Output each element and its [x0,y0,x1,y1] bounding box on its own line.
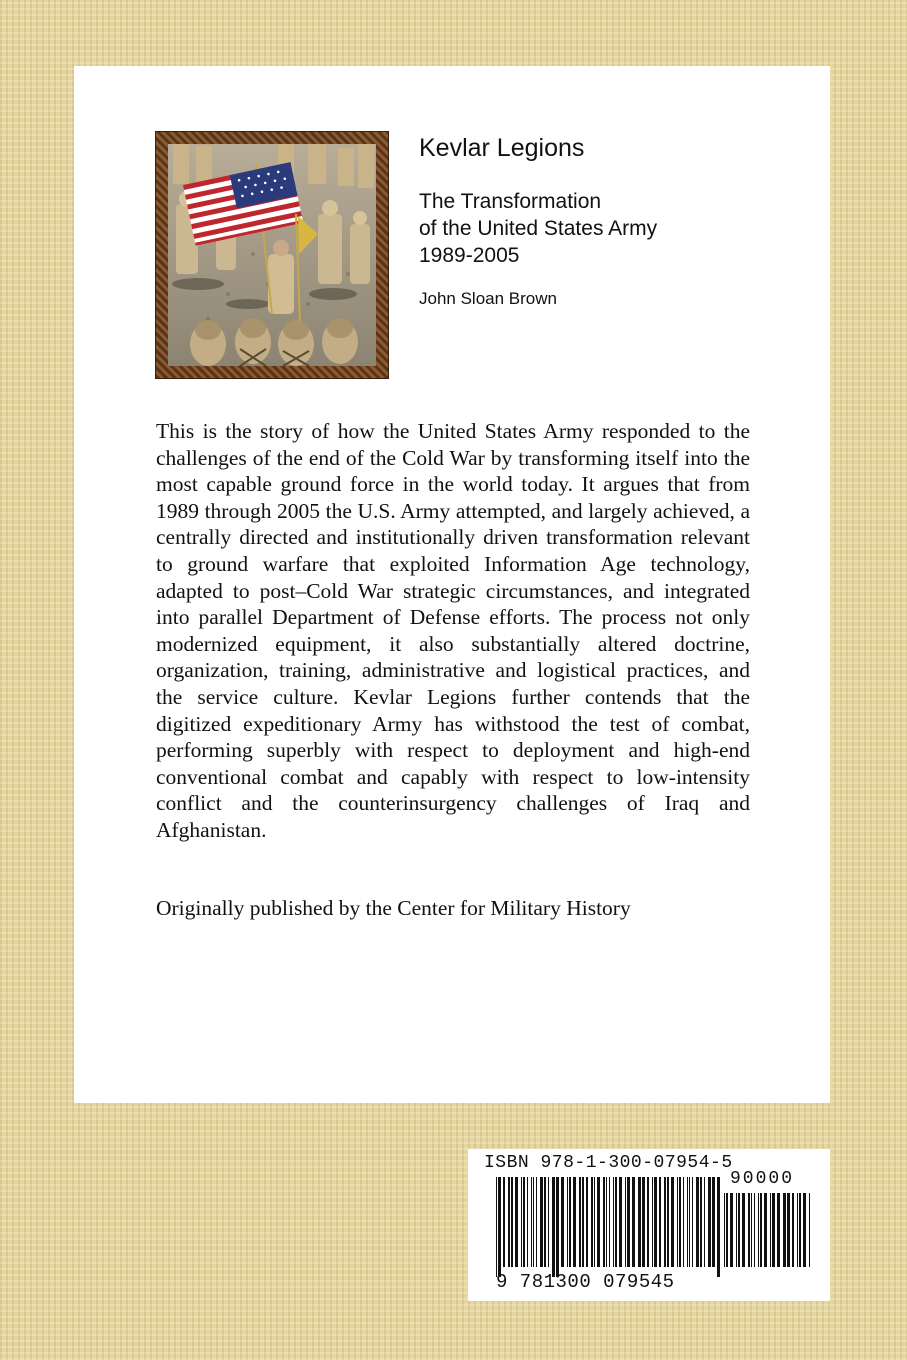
barcode-bar [799,1193,801,1267]
barcode-bar [508,1177,510,1267]
barcode-bar [677,1177,678,1267]
barcode-bar [770,1193,771,1267]
barcode-bar [726,1193,728,1267]
barcode-bar [736,1193,737,1267]
barcode-bar [783,1193,786,1267]
back-cover-panel [74,66,830,1103]
barcode-bar [579,1177,581,1267]
subtitle-line: of the United States Army [419,217,658,240]
barcode-bar [692,1177,693,1267]
barcode-bar [594,1177,595,1267]
barcode-bar [573,1177,576,1267]
barcode-bar [567,1177,568,1267]
barcode-bar [536,1177,537,1267]
book-title: Kevlar Legions [419,134,585,162]
barcode-bar [582,1177,584,1267]
barcode-bar [544,1177,546,1267]
barcode-bar [654,1177,657,1267]
barcode-bar [797,1193,798,1267]
barcode-bar [792,1193,794,1267]
barcode-bar [503,1177,505,1267]
barcode-bar [647,1177,649,1267]
barcode-bar [671,1177,674,1267]
barcode-bar [700,1177,702,1267]
barcode-bar [758,1193,759,1267]
barcode-bar [632,1177,635,1267]
price-code: 90000 [730,1169,795,1189]
barcode-bar [803,1193,806,1267]
barcode-bar [613,1177,614,1267]
barcode-bar [652,1177,653,1267]
publisher-note: Originally published by the Center for Military History [156,896,631,920]
book-blurb: This is the story of how the United States Army responded to the challenges of the end of the Cold War by transforming itself into the most capable ground force in the world today. It argues that from 1989 through 2005 the U.S. Army attempted, and largely achieved, a centrally directed and institutionally driven transformation relevant to ground warfare that exploited Information Age technology, adapted to post–Cold War strategic circumstances, and integrated into parallel Department of Defense efforts. The process not only modernized equipment, it also substantially altered doctrine, organization, training, administrative and logistical practices, and the service culture. Kevlar Legions further contends that the digitized expeditionary Army has withstood the test of combat, performing superbly with respect to deployment and high-end conventional combat and capably with respect to low-intensity conflict and the counterinsurgency challenges of Iraq and Afghanistan. [156,419,750,842]
barcode-bar [609,1177,610,1267]
barcode-bar [498,1177,501,1277]
barcode-bar [597,1177,600,1267]
barcode-bar [521,1177,522,1267]
barcode-bar [664,1177,666,1267]
barcode-bar [748,1193,750,1267]
barcode-bar [742,1193,745,1267]
barcode-bar [523,1177,525,1267]
barcode-bar [724,1193,725,1267]
ean-digits: 9 781300 079545 [496,1271,675,1293]
book-author: John Sloan Brown [419,289,557,308]
barcode-bar [515,1177,518,1267]
barcode-bar [787,1193,790,1267]
barcode-bar [606,1177,607,1267]
barcode-bar [717,1177,720,1277]
barcode-bar [730,1193,733,1267]
barcode-bar [615,1177,617,1267]
barcode-bar [496,1177,497,1277]
isbn-barcode [468,1149,830,1301]
subtitle-line: The Transformation [419,190,602,213]
barcode-bar [687,1177,688,1267]
barcode-bar [679,1177,681,1267]
barcode-bar [531,1177,532,1267]
subtitle-line: 1989-2005 [419,244,520,267]
barcode-bar [548,1177,549,1267]
barcode-bar [533,1177,534,1267]
cover-photo-frame [155,131,389,379]
barcode-bar [586,1177,588,1267]
book-subtitle [419,188,657,269]
barcode-bar [708,1177,711,1267]
barcode-bar [619,1177,622,1267]
soldiers-with-flag-photo-icon [168,144,376,366]
barcode-bar [809,1193,810,1267]
ean-bars [496,1177,724,1277]
barcode-bar [603,1177,605,1267]
barcode-bar [667,1177,669,1267]
barcode-bar [704,1177,705,1267]
barcode-bar [561,1177,564,1267]
barcode-bar [638,1177,641,1267]
barcode-bar [591,1177,593,1267]
barcode-bar [540,1177,543,1267]
barcode-bar [683,1177,684,1267]
cover-photo [168,144,376,366]
barcode-bar [751,1193,752,1267]
barcode-bar [754,1193,755,1267]
barcode-bar [777,1193,780,1267]
barcode-bar [556,1177,559,1277]
barcode-bar [696,1177,699,1267]
barcode-bar [760,1193,762,1267]
addon-bars [724,1193,814,1267]
barcode-bar [738,1193,740,1267]
barcode-bar [511,1177,513,1267]
barcode-bar [627,1177,630,1267]
barcode-bar [552,1177,555,1277]
barcode-bar [764,1193,767,1267]
barcode-bar [659,1177,661,1267]
barcode-bar [625,1177,626,1267]
barcode-bar [642,1177,645,1267]
title-block [419,133,657,309]
barcode-bar [712,1177,715,1267]
isbn-label: ISBN 978-1-300-07954-5 [484,1153,733,1173]
barcode-bar [772,1193,775,1267]
barcode-bar [527,1177,528,1267]
barcode-bar [689,1177,690,1267]
barcode-bar [569,1177,571,1267]
